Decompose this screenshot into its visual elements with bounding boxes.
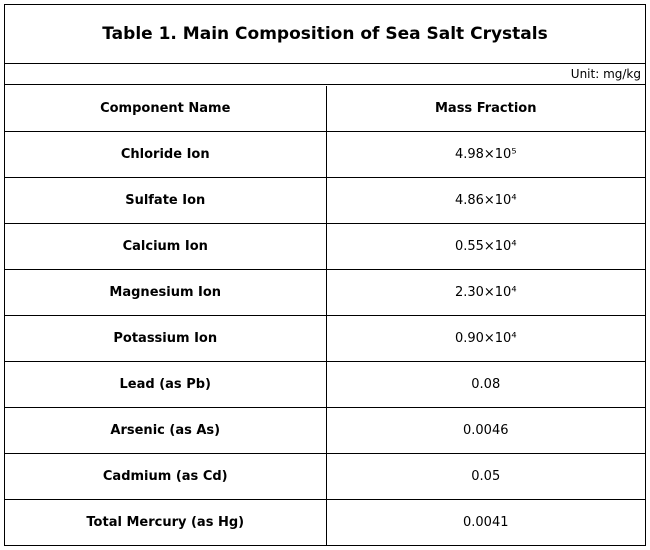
mass-fraction-cell: 2.30×10⁴: [326, 270, 645, 316]
mass-fraction-cell: 0.08: [326, 362, 645, 408]
mass-fraction-cell: 0.0041: [326, 500, 645, 546]
component-name-cell: Cadmium (as Cd): [5, 454, 326, 500]
table-row: [5, 270, 645, 316]
table-title: Table 1. Main Composition of Sea Salt Crystals: [5, 5, 645, 64]
mass-fraction-cell: 0.05: [326, 454, 645, 500]
header-row: [5, 86, 645, 132]
component-name-cell: Sulfate Ion: [5, 178, 326, 224]
mass-fraction-cell: 0.90×10⁴: [326, 316, 645, 362]
mass-fraction-cell: 4.86×10⁴: [326, 178, 645, 224]
component-name-cell: Calcium Ion: [5, 224, 326, 270]
component-name-cell: Chloride Ion: [5, 132, 326, 178]
unit-label: Unit: mg/kg: [5, 63, 645, 85]
header-mass-fraction: Mass Fraction: [326, 86, 645, 132]
component-name-cell: Magnesium Ion: [5, 270, 326, 316]
table-row: [5, 224, 645, 270]
component-name-cell: Potassium Ion: [5, 316, 326, 362]
table-row: [5, 316, 645, 362]
table-row: [5, 500, 645, 546]
table-row: [5, 454, 645, 500]
composition-table: [4, 4, 646, 546]
mass-fraction-cell: 0.0046: [326, 408, 645, 454]
mass-fraction-cell: 0.55×10⁴: [326, 224, 645, 270]
component-name-cell: Lead (as Pb): [5, 362, 326, 408]
table-row: [5, 132, 645, 178]
mass-fraction-cell: 4.98×10⁵: [326, 132, 645, 178]
data-grid: [5, 86, 645, 545]
component-name-cell: Total Mercury (as Hg): [5, 500, 326, 546]
table-row: [5, 408, 645, 454]
header-component-name: Component Name: [5, 86, 326, 132]
table-row: [5, 178, 645, 224]
table-row: [5, 362, 645, 408]
component-name-cell: Arsenic (as As): [5, 408, 326, 454]
